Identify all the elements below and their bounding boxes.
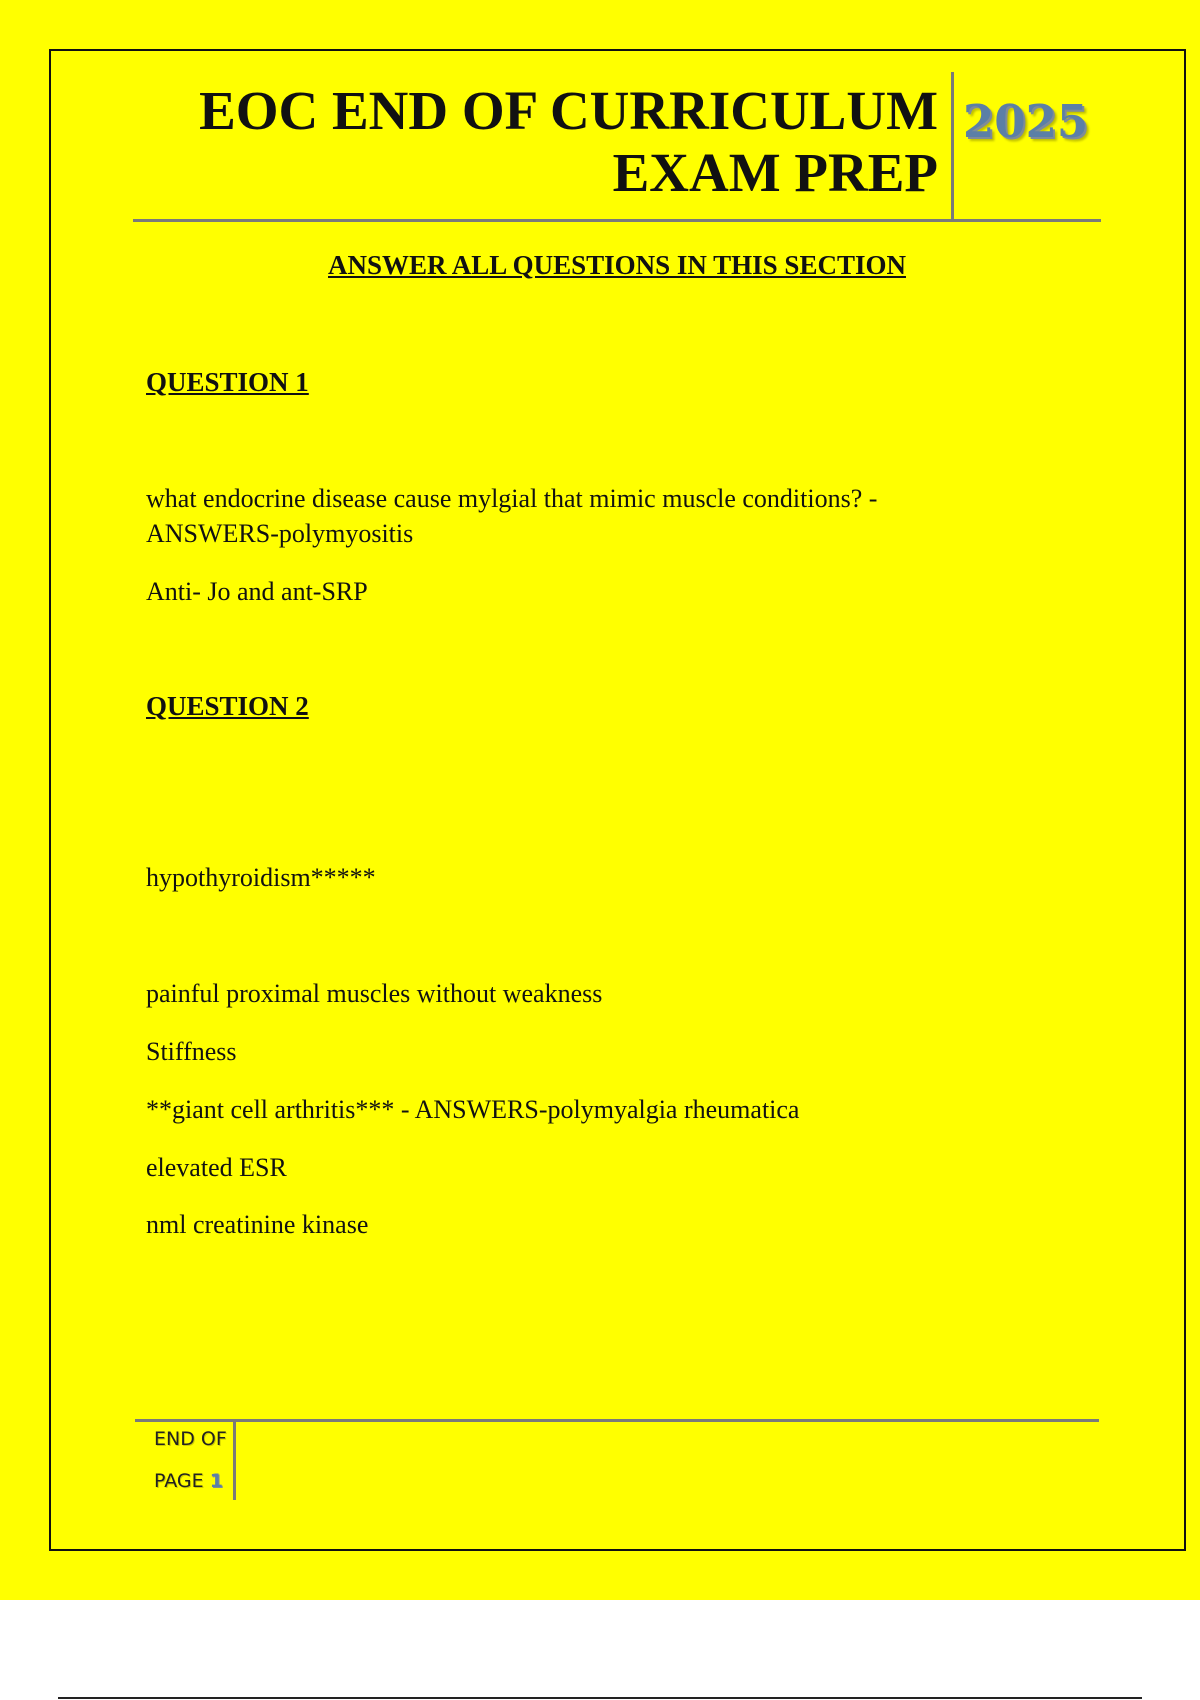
footer-rule: [135, 1419, 1099, 1422]
bottom-rule: [58, 1697, 1142, 1699]
header-divider: [951, 72, 954, 219]
question-2-line-5: elevated ESR: [146, 1153, 287, 1182]
footer-page-word: PAGE: [154, 1470, 204, 1492]
header-rule: [133, 219, 1101, 222]
question-1-line-2: ANSWERS-polymyositis: [146, 519, 414, 548]
question-1-line-3: Anti- Jo and ant-SRP: [146, 577, 368, 606]
section-instruction: ANSWER ALL QUESTIONS IN THIS SECTION: [328, 250, 906, 280]
document-title: [118, 80, 938, 204]
title-line-1: EOC END OF CURRICULUM: [199, 80, 938, 141]
footer-page-number: 1: [209, 1470, 223, 1492]
footer-label-line-1: END OF: [154, 1428, 227, 1450]
year-label: 2025: [963, 95, 1089, 148]
footer-divider: [233, 1422, 236, 1500]
question-2-line-1: hypothyroidism*****: [146, 863, 376, 892]
question-1-heading: QUESTION 1: [146, 367, 309, 397]
question-2-line-6: nml creatinine kinase: [146, 1210, 369, 1239]
question-1-line-1: what endocrine disease cause mylgial that mimic muscle conditions? -: [146, 484, 878, 513]
footer-label-line-2: [154, 1469, 223, 1493]
question-2-line-4: **giant cell arthritis*** - ANSWERS-polymyalgia rheumatica: [146, 1095, 800, 1124]
title-line-2: EXAM PREP: [612, 142, 938, 203]
question-2-line-2: painful proximal muscles without weakness: [146, 979, 603, 1008]
question-2-heading: QUESTION 2: [146, 691, 309, 721]
question-2-line-3: Stiffness: [146, 1037, 237, 1066]
